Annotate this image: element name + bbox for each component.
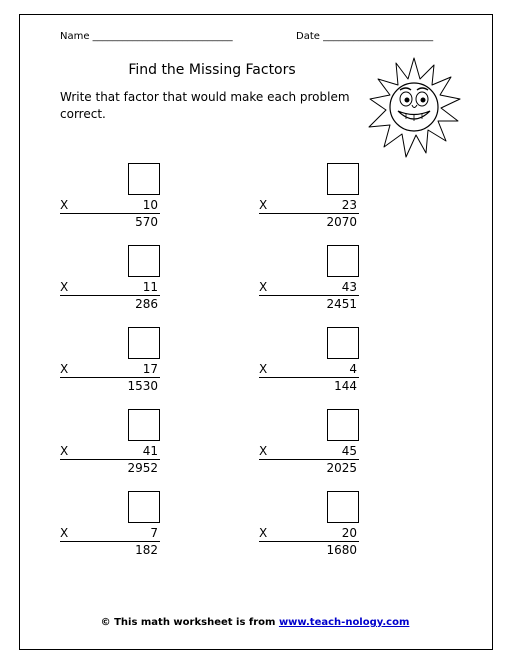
problem-1: [60, 163, 160, 243]
answer-box[interactable]: [327, 327, 359, 359]
known-factor: 41: [142, 444, 158, 458]
answer-box[interactable]: [327, 409, 359, 441]
name-field-label: Name ____________________________: [60, 31, 233, 42]
multiply-sign: X: [60, 362, 69, 376]
multiply-sign: X: [60, 280, 69, 294]
product: 2070: [326, 215, 357, 229]
product-rule: [60, 213, 160, 214]
known-factor: 20: [341, 526, 357, 540]
answer-box[interactable]: [128, 409, 160, 441]
date-field-label: Date ______________________: [296, 31, 434, 42]
product: 182: [135, 543, 158, 557]
known-factor: 4: [349, 362, 357, 376]
product: 2451: [326, 297, 357, 311]
footer: [0, 617, 510, 628]
answer-box[interactable]: [128, 163, 160, 195]
footer-copyright: © This math worksheet is from: [100, 617, 279, 628]
answer-box[interactable]: [128, 491, 160, 523]
problem-6: [259, 327, 359, 407]
multiply-sign: X: [60, 526, 69, 540]
problem-3: [60, 245, 160, 325]
problem-2: [259, 163, 359, 243]
product: 1530: [127, 379, 158, 393]
product: 2025: [326, 461, 357, 475]
multiply-sign: X: [60, 198, 69, 212]
product-rule: [60, 295, 160, 296]
answer-box[interactable]: [327, 163, 359, 195]
known-factor: 17: [142, 362, 158, 376]
answer-box[interactable]: [128, 327, 160, 359]
sun-mascot-icon: [366, 55, 462, 161]
problem-5: [60, 327, 160, 407]
multiply-sign: X: [259, 198, 268, 212]
product-rule: [259, 295, 359, 296]
product-rule: [259, 541, 359, 542]
product: 1680: [326, 543, 357, 557]
multiply-sign: X: [259, 526, 268, 540]
product-rule: [259, 213, 359, 214]
product: 2952: [127, 461, 158, 475]
problem-10: [259, 491, 359, 571]
product: 144: [334, 379, 357, 393]
answer-box[interactable]: [327, 245, 359, 277]
known-factor: 11: [142, 280, 158, 294]
problem-8: [259, 409, 359, 489]
product-rule: [259, 377, 359, 378]
multiply-sign: X: [259, 280, 268, 294]
multiply-sign: X: [259, 444, 268, 458]
product: 286: [135, 297, 158, 311]
known-factor: 45: [341, 444, 357, 458]
known-factor: 7: [150, 526, 158, 540]
product-rule: [60, 377, 160, 378]
page-title: Find the Missing Factors: [128, 62, 296, 78]
instructions: Write that factor that would make each problem correct.: [60, 90, 350, 121]
product-rule: [259, 459, 359, 460]
known-factor: 43: [341, 280, 357, 294]
product-rule: [60, 459, 160, 460]
problem-9: [60, 491, 160, 571]
known-factor: 10: [142, 198, 158, 212]
multiply-sign: X: [60, 444, 69, 458]
answer-box[interactable]: [128, 245, 160, 277]
multiply-sign: X: [259, 362, 268, 376]
answer-box[interactable]: [327, 491, 359, 523]
product: 570: [135, 215, 158, 229]
problem-7: [60, 409, 160, 489]
known-factor: 23: [341, 198, 357, 212]
footer-link[interactable]: www.teach-nology.com: [278, 617, 410, 628]
problem-4: [259, 245, 359, 325]
product-rule: [60, 541, 160, 542]
